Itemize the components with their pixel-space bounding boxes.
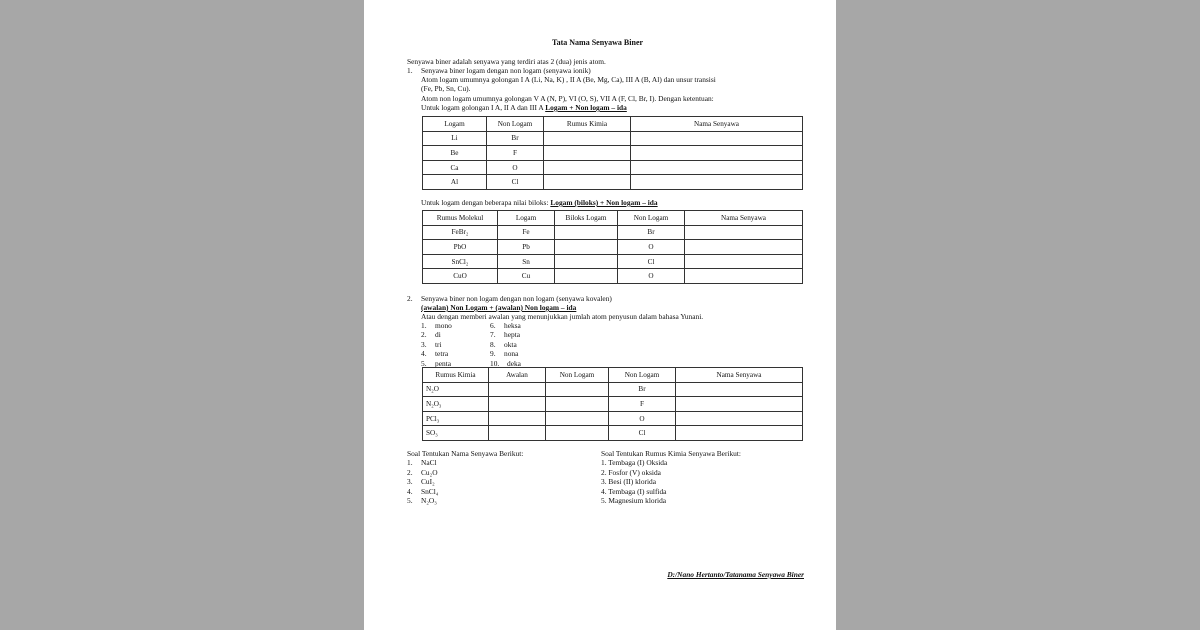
document-page bbox=[364, 0, 836, 630]
list-item bbox=[490, 349, 521, 358]
list-number: 10. bbox=[490, 358, 500, 368]
table-row bbox=[423, 411, 803, 426]
table-cell bbox=[544, 160, 631, 175]
table-header-row bbox=[423, 211, 803, 226]
exercise-item-text: Cu₂O bbox=[421, 467, 438, 477]
table-cell: F bbox=[609, 397, 676, 412]
table-biloks bbox=[422, 210, 803, 284]
table-cell: N₂O₃ bbox=[423, 397, 489, 412]
list-item bbox=[421, 340, 452, 349]
table-cell bbox=[555, 240, 618, 255]
table-logam-nonlogam bbox=[422, 116, 803, 190]
prefix-word: tri bbox=[435, 339, 442, 349]
table-cell: Br bbox=[618, 225, 685, 240]
table-cell: FeBr₂ bbox=[423, 225, 498, 240]
exercise-left bbox=[407, 449, 523, 505]
table-header-cell: Logam bbox=[423, 117, 487, 132]
table-row bbox=[423, 426, 803, 441]
section1-rule: Logam + Non logam – ida bbox=[545, 103, 627, 112]
prefix-word: di bbox=[435, 330, 441, 340]
list-item bbox=[490, 321, 521, 330]
list-item bbox=[490, 330, 521, 339]
table-cell: O bbox=[609, 411, 676, 426]
list-number: 9. bbox=[490, 349, 496, 359]
table-cell bbox=[676, 426, 803, 441]
table-cell: Al bbox=[423, 175, 487, 190]
list-number: 1. bbox=[407, 458, 413, 468]
table-cell bbox=[544, 131, 631, 146]
exercise-left-heading: Soal Tentukan Nama Senyawa Berikut: bbox=[407, 449, 524, 458]
table-row bbox=[423, 131, 803, 146]
table-header-cell: Rumus Molekul bbox=[423, 211, 498, 226]
table-cell: CuO bbox=[423, 269, 498, 284]
list-number: 5. bbox=[407, 495, 413, 505]
table-cell: PCl₃ bbox=[423, 411, 489, 426]
section1-heading: Senyawa biner logam dengan non logam (senyawa ionik) bbox=[421, 66, 591, 75]
prefix-word: nona bbox=[504, 349, 519, 359]
list-item bbox=[407, 487, 523, 496]
list-number: 5. bbox=[421, 358, 427, 368]
list-item: 2. Fosfor (V) oksida bbox=[601, 467, 661, 477]
table-cell: Fe bbox=[498, 225, 555, 240]
intro-text: Senyawa biner adalah senyawa yang terdiri atas 2 (dua) jenis atom. bbox=[407, 57, 606, 66]
exercise-item-text: N₂O₃ bbox=[421, 495, 437, 505]
table-row bbox=[423, 175, 803, 190]
list-item bbox=[407, 468, 523, 477]
table-row bbox=[423, 240, 803, 255]
exercise-right bbox=[601, 449, 741, 505]
table-cell: Cl bbox=[487, 175, 544, 190]
section1-number: 1. bbox=[407, 66, 413, 75]
list-item: 1. Tembaga (I) Oksida bbox=[601, 458, 668, 468]
table-cell: Li bbox=[423, 131, 487, 146]
table-cell bbox=[489, 426, 546, 441]
table-cell bbox=[555, 225, 618, 240]
section1-line4-text: Untuk logam golongan I A, II A dan III A bbox=[421, 103, 544, 112]
section2-number: 2. bbox=[407, 294, 413, 303]
table-cell bbox=[631, 160, 803, 175]
list-item bbox=[407, 477, 523, 486]
prefix-word: penta bbox=[435, 358, 452, 368]
table-cell: Ca bbox=[423, 160, 487, 175]
table-header-cell: Nama Senyawa bbox=[676, 368, 803, 383]
table-header-cell: Rumus Kimia bbox=[423, 368, 489, 383]
list-number: 2. bbox=[421, 330, 427, 340]
table-header-cell: Nama Senyawa bbox=[631, 117, 803, 132]
section1-line4 bbox=[421, 103, 627, 112]
section2-line1: Atau dengan memberi awalan yang menunjukkan jumlah atom penyusun dalam bahasa Yunani. bbox=[421, 312, 704, 321]
table-cell: Br bbox=[487, 131, 544, 146]
table-cell bbox=[489, 411, 546, 426]
table-cell bbox=[489, 382, 546, 397]
table-cell bbox=[546, 397, 609, 412]
table-cell bbox=[685, 254, 803, 269]
table-header-cell: Awalan bbox=[489, 368, 546, 383]
table-cell bbox=[631, 131, 803, 146]
table-cell: Be bbox=[423, 146, 487, 161]
prefix-word: tetra bbox=[435, 349, 449, 359]
table-row bbox=[423, 160, 803, 175]
document-title: Tata Nama Senyawa Biner bbox=[552, 38, 644, 47]
table-row bbox=[423, 225, 803, 240]
section2-rule: (awalan) Non Logam + (awalan) Non logam – ida bbox=[421, 303, 577, 312]
list-item bbox=[407, 458, 523, 467]
table-cell bbox=[676, 397, 803, 412]
table-cell bbox=[555, 269, 618, 284]
table-header-cell: Nama Senyawa bbox=[685, 211, 803, 226]
table-header-cell: Non Logam bbox=[618, 211, 685, 226]
list-item bbox=[407, 496, 523, 505]
list-number: 1. bbox=[421, 321, 427, 330]
table-row bbox=[423, 382, 803, 397]
section1-line1: Atom logam umumnya golongan I A (Li, Na, K) , II A (Be, Mg, Ca), III A (B, Al) dan unsur transisi bbox=[421, 75, 716, 84]
list-item bbox=[421, 349, 452, 358]
table-cell: PbO bbox=[423, 240, 498, 255]
table-cell bbox=[631, 146, 803, 161]
prefix-word: hepta bbox=[504, 330, 521, 340]
list-item: 5. Magnesium klorida bbox=[601, 495, 667, 505]
footer-path: D:/Nano Hertanto/Tatanama Senyawa Biner bbox=[667, 570, 804, 579]
table-header-row bbox=[423, 368, 803, 383]
list-number: 8. bbox=[490, 339, 496, 349]
table-cell: Cl bbox=[618, 254, 685, 269]
table-cell bbox=[685, 269, 803, 284]
exercise-item-text: SnCl₄ bbox=[421, 486, 439, 496]
table-header-cell: Logam bbox=[498, 211, 555, 226]
table-cell bbox=[544, 146, 631, 161]
table-cell: Br bbox=[609, 382, 676, 397]
list-number: 2. bbox=[407, 467, 413, 477]
table-cell bbox=[544, 175, 631, 190]
table-row bbox=[423, 269, 803, 284]
table-cell: Cu bbox=[498, 269, 555, 284]
table-cell bbox=[489, 397, 546, 412]
table-header-cell: Rumus Kimia bbox=[544, 117, 631, 132]
section1-line5 bbox=[421, 198, 658, 207]
prefix-word: mono bbox=[435, 321, 452, 330]
table-cell bbox=[631, 175, 803, 190]
table-cell: O bbox=[487, 160, 544, 175]
table-cell: Sn bbox=[498, 254, 555, 269]
table-cell bbox=[546, 411, 609, 426]
table-cell: O bbox=[618, 269, 685, 284]
table-row bbox=[423, 397, 803, 412]
table-header-cell: Biloks Logam bbox=[555, 211, 618, 226]
list-item bbox=[421, 321, 452, 330]
table-row bbox=[423, 254, 803, 269]
table-cell: SnCl₂ bbox=[423, 254, 498, 269]
table-cell bbox=[546, 426, 609, 441]
table-cell bbox=[555, 254, 618, 269]
list-number: 3. bbox=[407, 477, 413, 487]
table-header-cell: Non Logam bbox=[487, 117, 544, 132]
table-cell: Pb bbox=[498, 240, 555, 255]
section1-line5-text: Untuk logam dengan beberapa nilai biloks: bbox=[421, 198, 549, 207]
exercise-item-text: CuI₂ bbox=[421, 477, 435, 487]
section1-line2: (Fe, Pb, Sn, Cu). bbox=[421, 84, 471, 93]
table-cell: Cl bbox=[609, 426, 676, 441]
table-cell bbox=[676, 411, 803, 426]
section2-heading: Senyawa biner non logam dengan non logam (senyawa kovalen) bbox=[421, 294, 612, 303]
table-cell bbox=[685, 225, 803, 240]
exercise-right-heading: Soal Tentukan Rumus Kimia Senyawa Berikut: bbox=[601, 449, 741, 458]
list-item bbox=[490, 340, 521, 349]
table-cell: SO₃ bbox=[423, 426, 489, 441]
table-cell: N₂O bbox=[423, 382, 489, 397]
list-number: 4. bbox=[421, 349, 427, 359]
table-cell: F bbox=[487, 146, 544, 161]
prefix-word: heksa bbox=[504, 321, 521, 330]
table-kovalen bbox=[422, 367, 803, 441]
list-number: 6. bbox=[490, 321, 496, 330]
section1-line3: Atom non logam umumnya golongan V A (N, P), VI (O, S), VII A (F, Cl, Br, I). Dengan ketentuan: bbox=[421, 94, 714, 103]
section1-rule2: Logam (biloks) + Non logam – ida bbox=[550, 198, 658, 207]
list-item: 3. Besi (II) klorida bbox=[601, 477, 657, 487]
table-header-cell: Non Logam bbox=[609, 368, 676, 383]
table-row bbox=[423, 146, 803, 161]
table-cell bbox=[676, 382, 803, 397]
list-item bbox=[421, 330, 452, 339]
prefix-list-left bbox=[421, 321, 452, 368]
table-cell bbox=[685, 240, 803, 255]
table-header-cell: Non Logam bbox=[546, 368, 609, 383]
list-item: 4. Tembaga (I) sulfida bbox=[601, 486, 667, 496]
table-cell: O bbox=[618, 240, 685, 255]
list-number: 4. bbox=[407, 486, 413, 496]
prefix-word: okta bbox=[504, 339, 517, 349]
prefix-list-right bbox=[490, 321, 521, 368]
table-cell bbox=[546, 382, 609, 397]
exercise-item-text: NaCl bbox=[421, 458, 437, 468]
table-header-row bbox=[423, 117, 803, 132]
list-number: 7. bbox=[490, 330, 496, 340]
list-number: 3. bbox=[421, 339, 427, 349]
prefix-word: deka bbox=[507, 358, 521, 368]
